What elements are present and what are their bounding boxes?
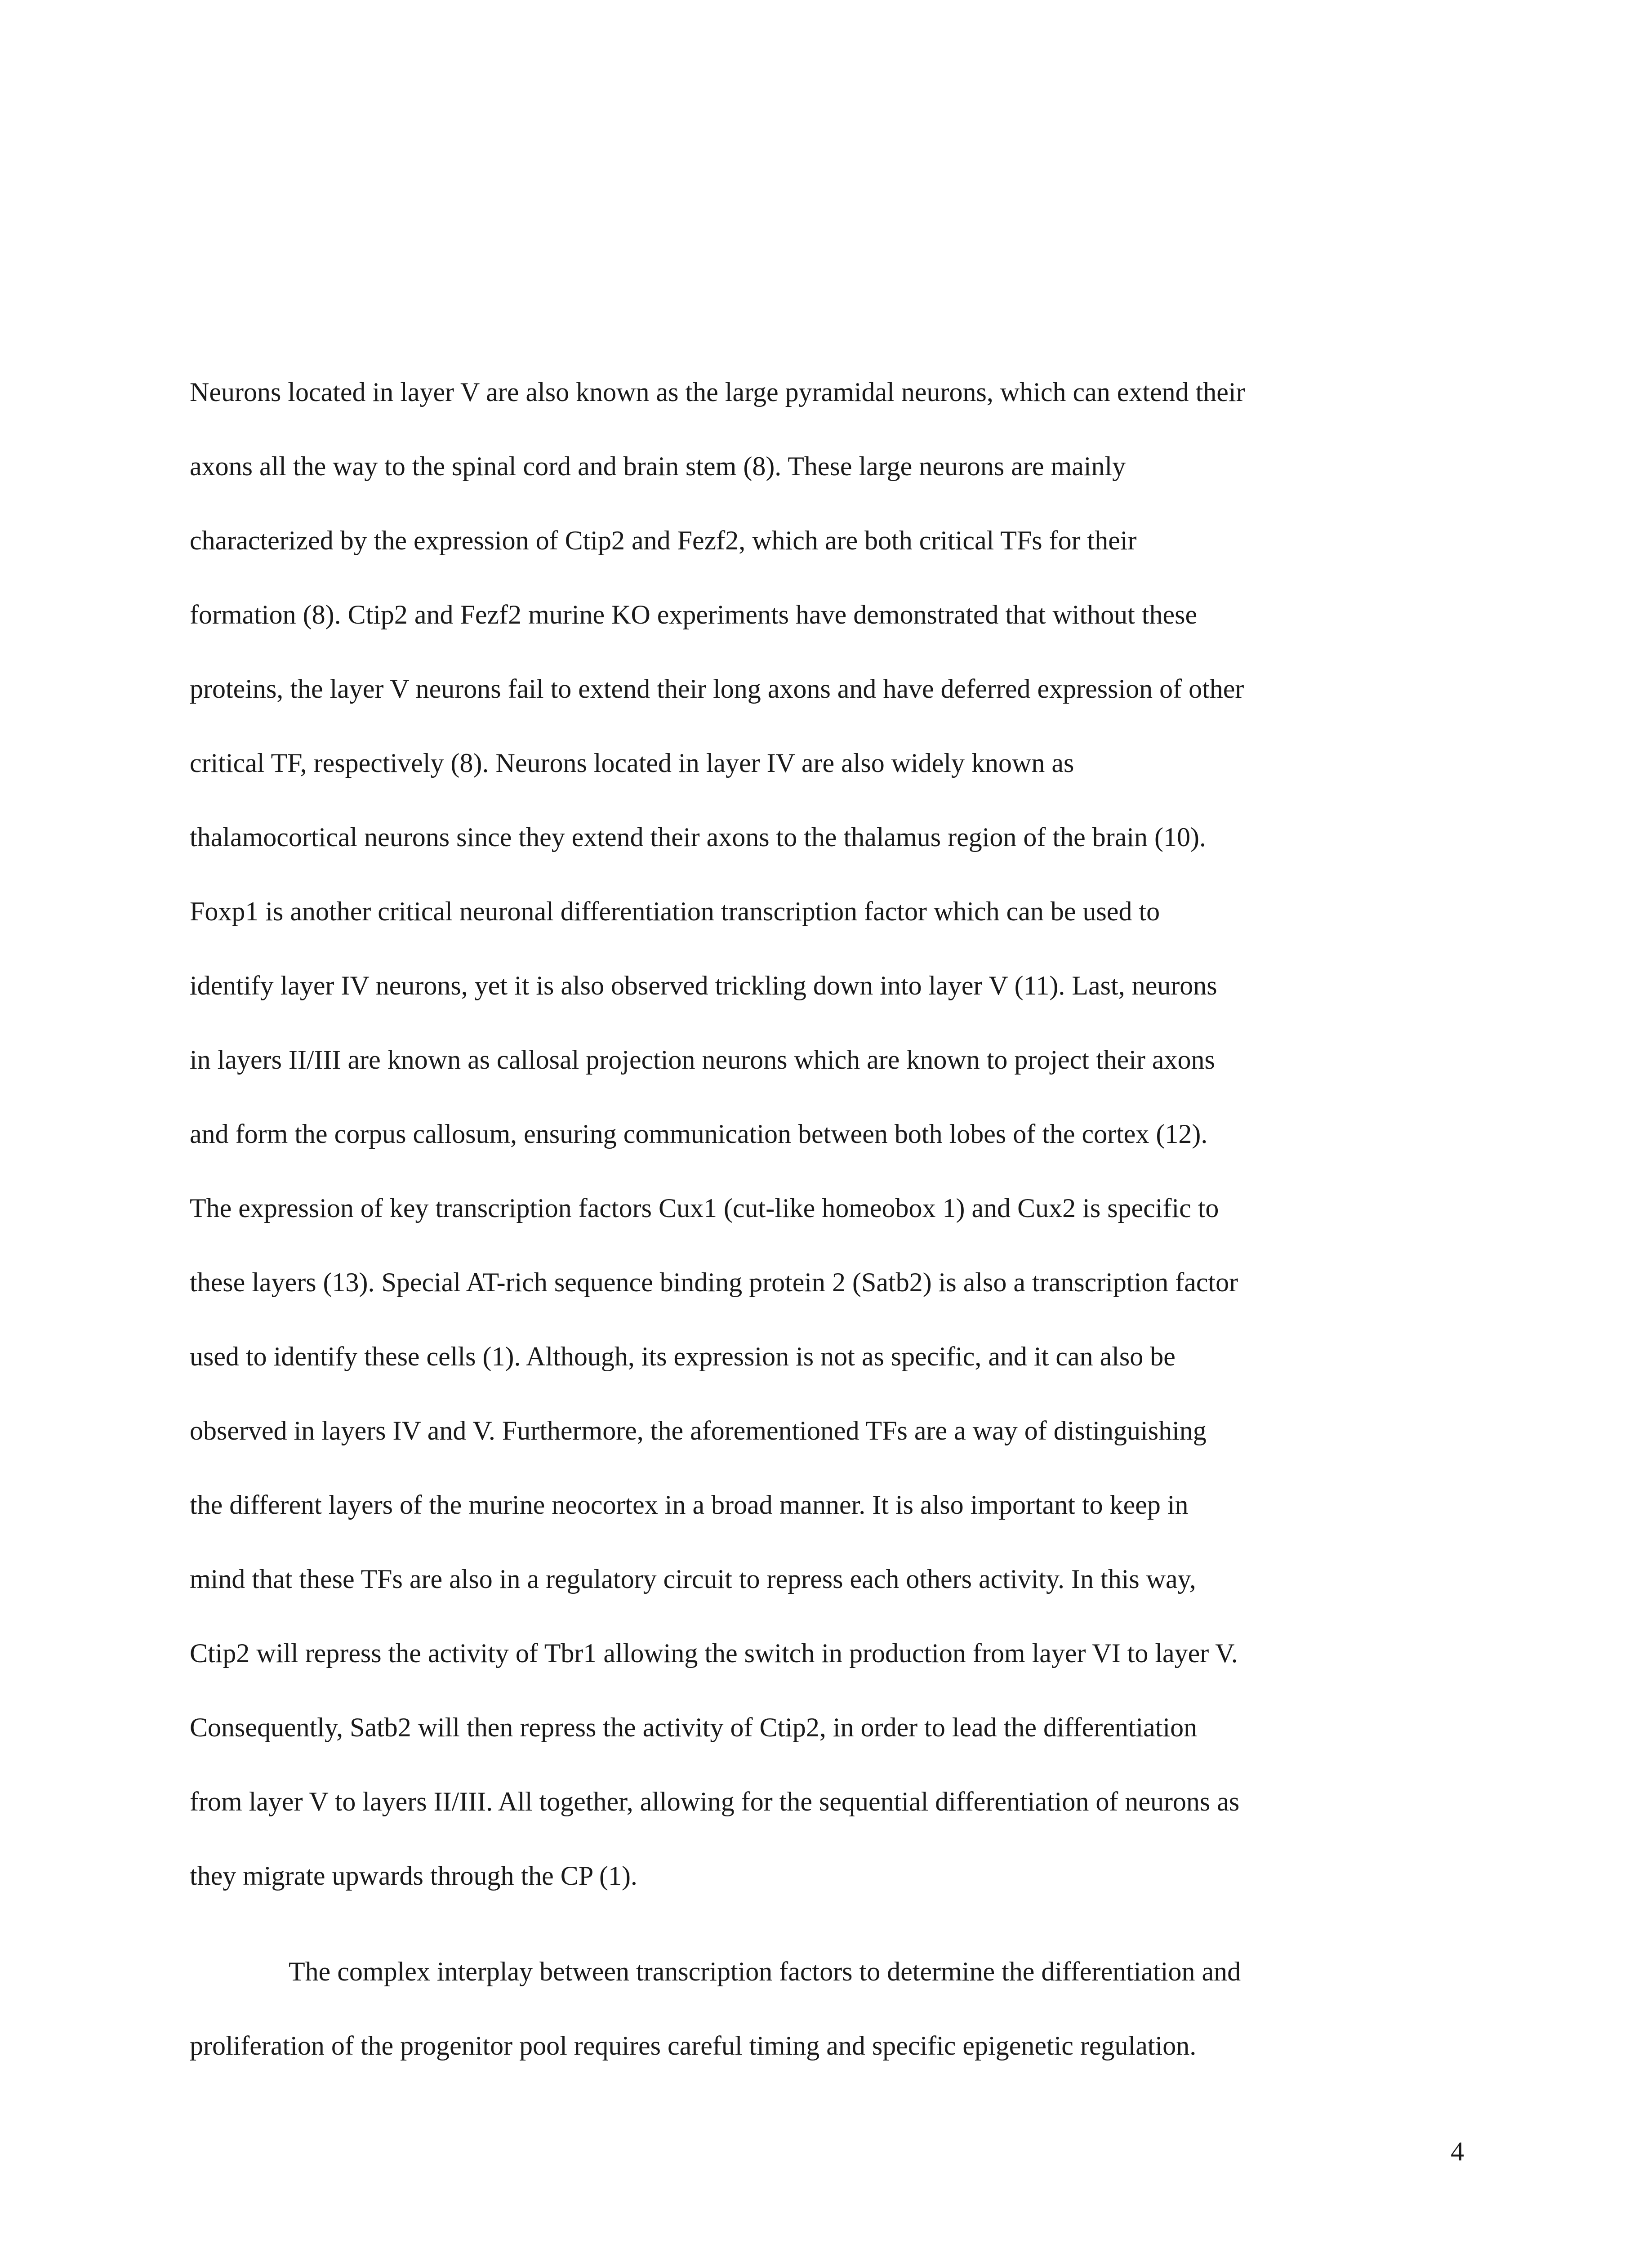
text-line: thalamocortical neurons since they extend their axons to the thalamus region of the brain (10).	[190, 822, 1206, 852]
text-line: formation (8). Ctip2 and Fezf2 murine KO experiments have demonstrated that without these	[190, 600, 1198, 629]
text-line: proteins, the layer V neurons fail to extend their long axons and have deferred expression of other	[190, 674, 1244, 704]
text-line: observed in layers IV and V. Furthermore, the aforementioned TFs are a way of distinguishing	[190, 1416, 1207, 1445]
text-line: from layer V to layers II/III. All together, allowing for the sequential differentiation of neurons as	[190, 1787, 1240, 1816]
text-line: and form the corpus callosum, ensuring communication between both lobes of the cortex (12).	[190, 1119, 1208, 1149]
text-line: these layers (13). Special AT-rich sequence binding protein 2 (Satb2) is also a transcription factor	[190, 1267, 1238, 1297]
text-line: Consequently, Satb2 will then repress the activity of Ctip2, in order to lead the differentiation	[190, 1713, 1198, 1742]
text-line: Foxp1 is another critical neuronal differentiation transcription factor which can be used to	[190, 897, 1160, 926]
paragraph-1	[190, 355, 1462, 1913]
text-line: Ctip2 will repress the activity of Tbr1 allowing the switch in production from layer VI to layer V.	[190, 1638, 1238, 1668]
text-line: Neurons located in layer V are also known as the large pyramidal neurons, which can extend their	[190, 377, 1245, 407]
text-line: characterized by the expression of Ctip2 and Fezf2, which are both critical TFs for their	[190, 526, 1137, 555]
paragraph-spacer	[190, 1913, 1462, 1935]
text-line: mind that these TFs are also in a regulatory circuit to repress each others activity. In this way,	[190, 1564, 1196, 1594]
text-line: The complex interplay between transcription factors to determine the differentiation and	[289, 1957, 1241, 1986]
text-line: the different layers of the murine neocortex in a broad manner. It is also important to keep in	[190, 1490, 1189, 1520]
text-line: critical TF, respectively (8). Neurons located in layer IV are also widely known as	[190, 748, 1074, 778]
text-line: identify layer IV neurons, yet it is also observed trickling down into layer V (11). Last, neurons	[190, 971, 1217, 1000]
body-text	[190, 355, 1462, 2083]
paragraph-2	[190, 1935, 1462, 2083]
text-line: The expression of key transcription factors Cux1 (cut-like homeobox 1) and Cux2 is specific to	[190, 1193, 1219, 1223]
text-line: proliferation of the progenitor pool requires careful timing and specific epigenetic regulation.	[190, 2031, 1197, 2061]
text-line: they migrate upwards through the CP (1).	[190, 1861, 637, 1891]
text-line: in layers II/III are known as callosal projection neurons which are known to project their axons	[190, 1045, 1215, 1075]
text-line: used to identify these cells (1). Although, its expression is not as specific, and it can also be	[190, 1342, 1176, 1371]
text-line: axons all the way to the spinal cord and brain stem (8). These large neurons are mainly	[190, 451, 1126, 481]
page-number: 4	[1451, 2136, 1464, 2166]
